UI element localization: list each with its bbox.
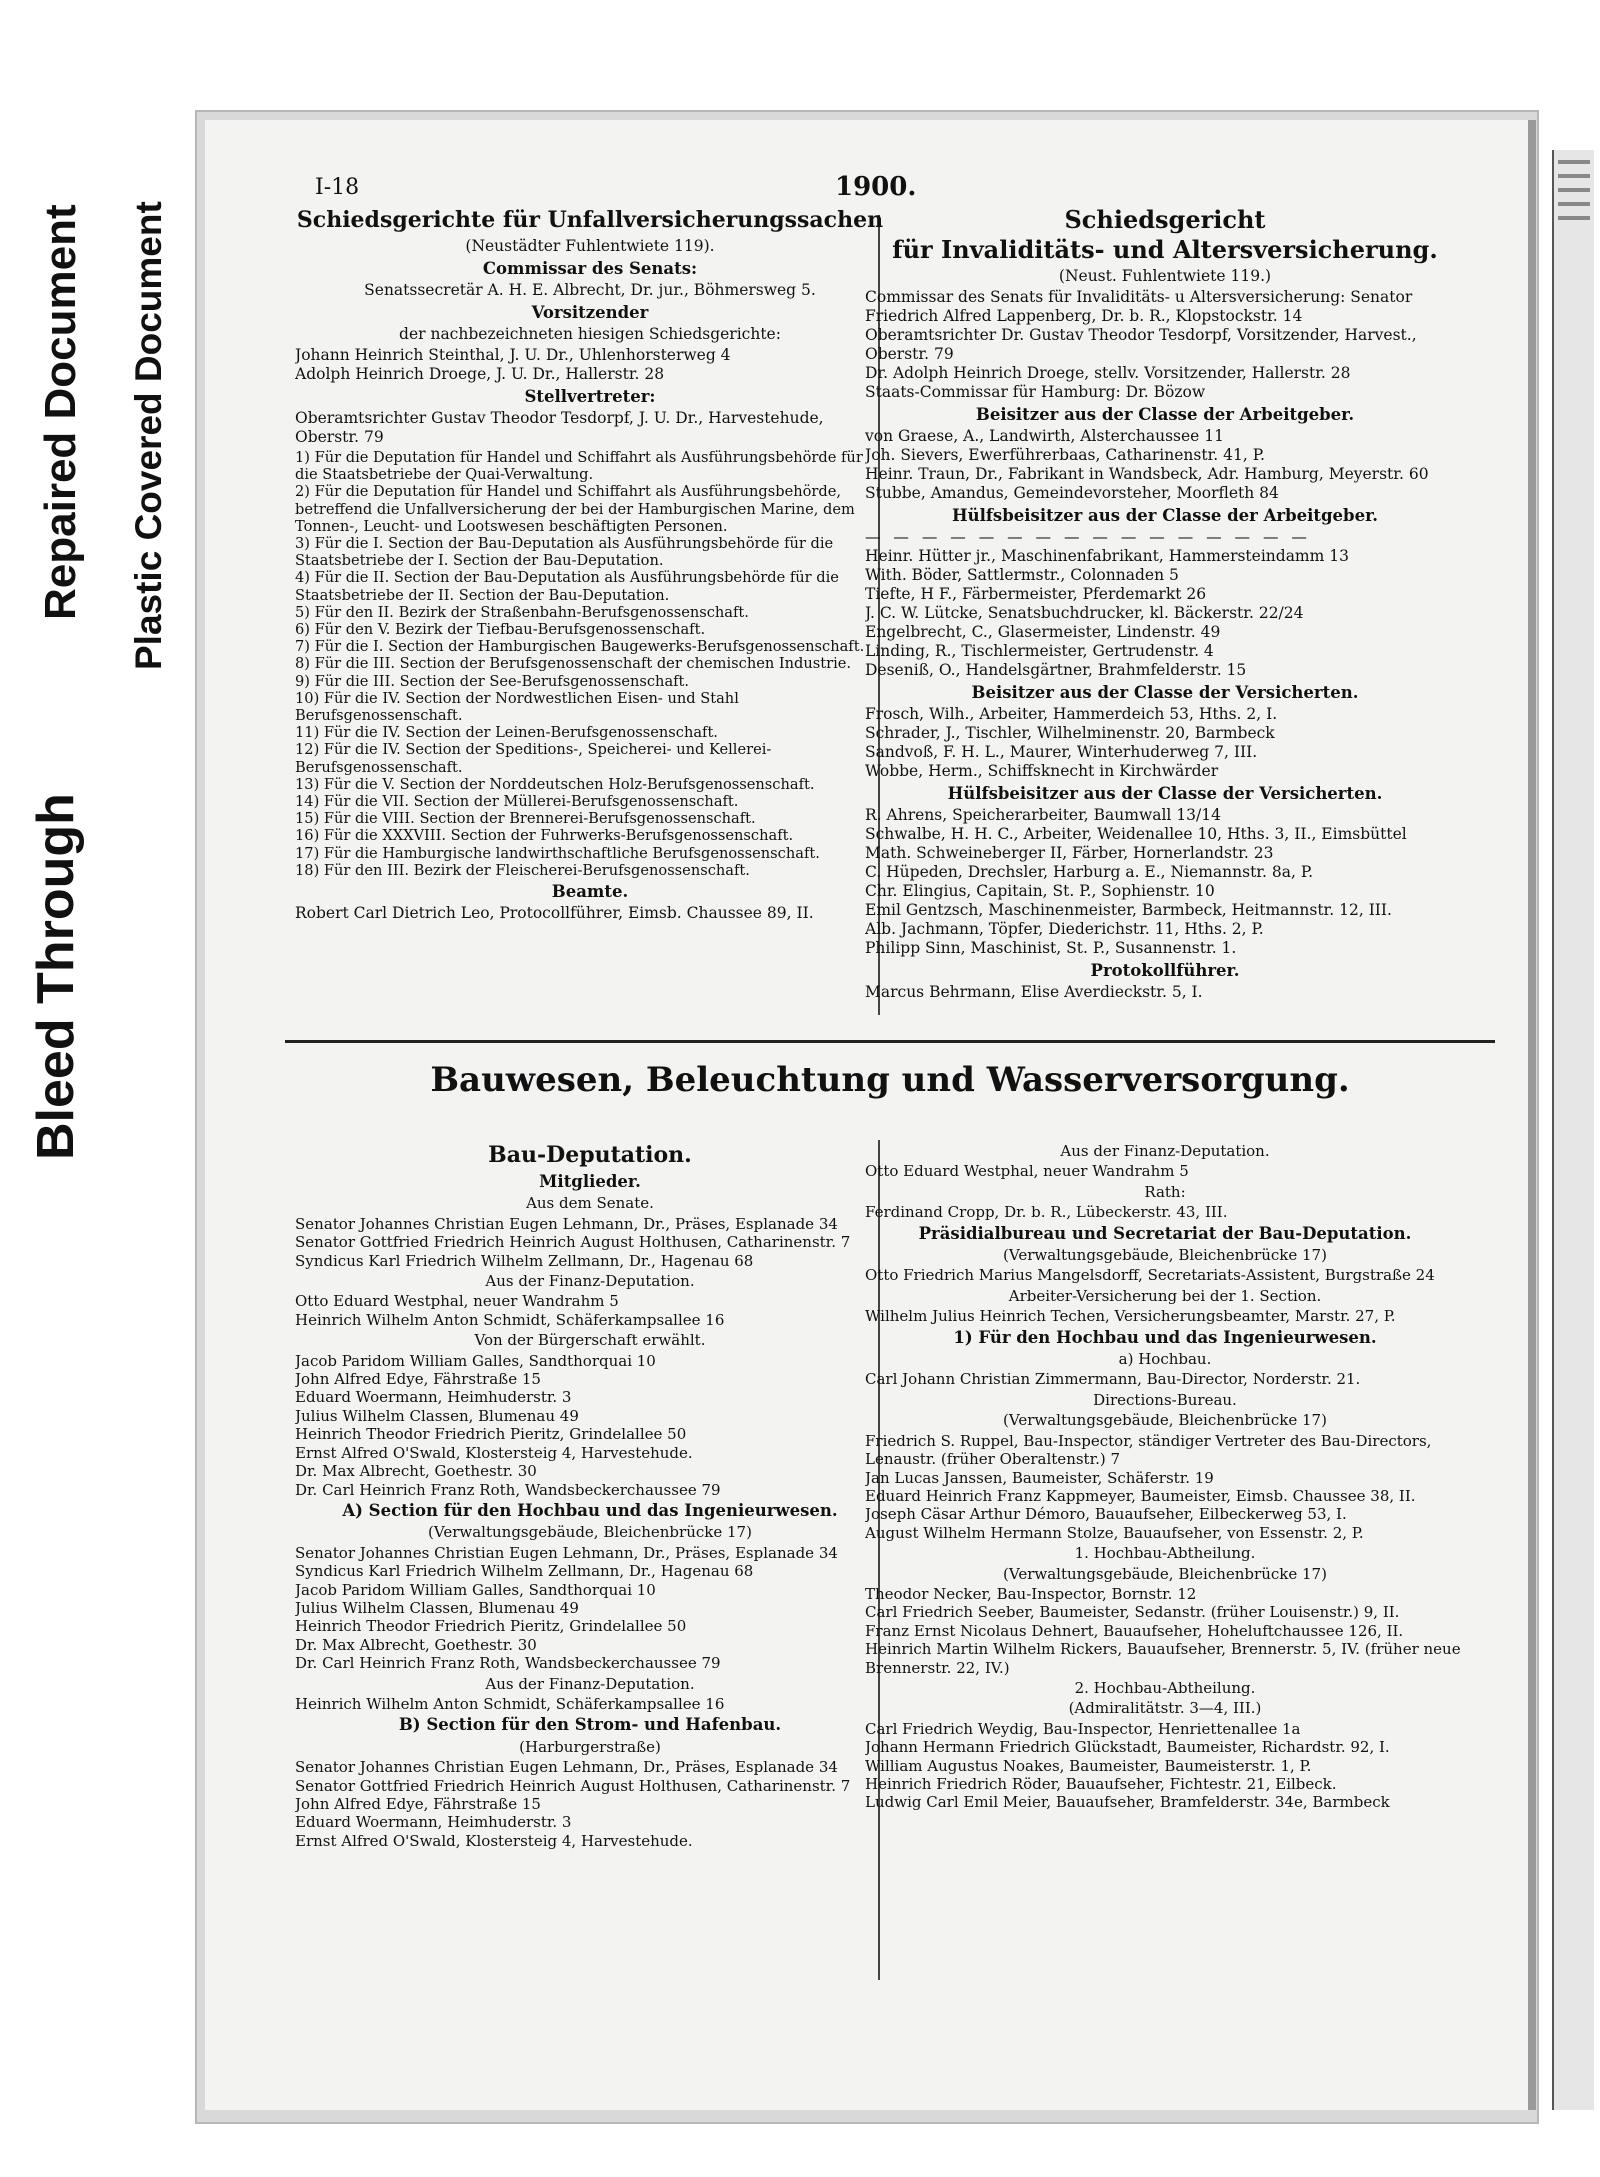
court-item: 6) Für den V. Bezirk der Tiefbau-Berufsgenossenschaft. <box>295 621 706 639</box>
court-item: 18) Für den III. Bezirk der Fleischerei-Berufsgenossenschaft. <box>295 861 750 879</box>
employer-aux-entry: J. C. W. Lütcke, Senatsbuchdrucker, kl. Bäckerstr. 22/24 <box>865 604 1304 622</box>
unfall-schiedsgerichte-section <box>295 205 885 923</box>
abteilung-1-address: (Verwaltungsgebäude, Bleichenbrücke 17) <box>1003 1564 1327 1583</box>
hochbau-heading: 1) Für den Hochbau und das Ingenieurwesen. <box>953 1327 1377 1347</box>
member-entry: Otto Eduard Westphal, neuer Wandrahm 5 <box>295 1292 619 1311</box>
staff-entry: Ludwig Carl Emil Meier, Bauaufseher, Bramfelderstr. 34e, Barmbeck <box>865 1793 1390 1812</box>
bau-deputation-section <box>295 1140 885 1850</box>
worker-insurance-heading: Arbeiter-Versicherung bei der 1. Section. <box>1008 1286 1322 1305</box>
member-entry: Senator Johannes Christian Eugen Lehmann, Dr., Präses, Esplanade 34 <box>295 1758 838 1777</box>
court-item: 3) Für die I. Section der Bau-Deputation als Ausführungsbehörde für die Staatsbetriebe der I. Section der Bau-Deputation. <box>295 535 834 570</box>
deputy-heading: Stellvertreter: <box>524 387 656 406</box>
staff-entry: Carl Friedrich Seeber, Baumeister, Sedanstr. (früher Louisenstr.) 9, II. <box>865 1603 1400 1622</box>
directions-bureau-heading: Directions-Bureau. <box>1093 1390 1237 1409</box>
staff-entry: Joseph Cäsar Arthur Démoro, Bauaufseher, Eilbeckerweg 53, I. <box>865 1505 1347 1524</box>
employer-entry: Heinr. Traun, Dr., Fabrikant in Wandsbeck, Adr. Hamburg, Meyerstr. 60 <box>865 465 1429 483</box>
employer-entry: von Graese, A., Landwirth, Alsterchaussee 11 <box>865 427 1225 445</box>
member-entry: Heinrich Wilhelm Anton Schmidt, Schäferkampsallee 16 <box>295 1694 725 1713</box>
court-item: 1) Für die Deputation für Handel und Schiffahrt als Ausführungsbehörde für die Staatsbetriebe der Quai-Verwaltung. <box>295 449 863 484</box>
member-entry: Julius Wilhelm Classen, Blumenau 49 <box>295 1406 579 1425</box>
member-entry: Senator Gottfried Friedrich Heinrich August Holthusen, Catharinenstr. 7 <box>295 1233 851 1252</box>
burgerschaft-heading: Von der Bürgerschaft erwählt. <box>474 1331 706 1350</box>
section-b-heading: B) Section für den Strom- und Hafenbau. <box>398 1715 782 1735</box>
entry: Staats-Commissar für Hamburg: Dr. Bözow <box>865 383 1206 401</box>
section-address: (Neustädter Fuhlentwiete 119). <box>465 237 715 255</box>
court-item: 12) Für die IV. Section der Speditions-, Speicherei- und Kellerei-Berufsgenossenschaft. <box>295 741 772 776</box>
insured-entry: Frosch, Wilh., Arbeiter, Hammerdeich 53, Hths. 2, I. <box>865 705 1278 723</box>
dash-separator: — — — — — — — — — — — — — — — — <box>865 528 1311 546</box>
adjacent-page-strip <box>1552 150 1594 2110</box>
abteilung-2-heading: 2. Hochbau-Abtheilung. <box>1074 1678 1256 1697</box>
senate-heading: Aus dem Senate. <box>526 1194 654 1213</box>
insured-aux-entry: Schwalbe, H. H. C., Arbeiter, Weidenallee 10, Hths. 3, II., Eimsbüttel <box>865 825 1407 843</box>
member-entry: Syndicus Karl Friedrich Wilhelm Zellmann, Dr., Hagenau 68 <box>295 1562 754 1581</box>
court-item: 2) Für die Deputation für Handel und Schiffahrt als Ausführungsbehörde, betreffend die Unfallversicherung der bei der Hamburgischen Marine, dem Tonnen-, Leucht- und Lootswesen beschäftigten Personen. <box>295 483 855 535</box>
section-a-address: (Verwaltungsgebäude, Bleichenbrücke 17) <box>428 1523 752 1542</box>
chair-entry: Adolph Heinrich Droege, J. U. Dr., Hallerstr. 28 <box>295 365 665 383</box>
deputy-entry: Oberamtsrichter Gustav Theodor Tesdorpf, J. U. Dr., Harvestehude, Oberstr. 79 <box>295 409 824 446</box>
abteilung-2-address: (Admiralitätstr. 3—4, III.) <box>1068 1699 1262 1718</box>
court-item: 11) Für die IV. Section der Leinen-Berufsgenossenschaft. <box>295 724 718 742</box>
margin-labels <box>0 0 190 2177</box>
staff-entry: Ferdinand Cropp, Dr. b. R., Lübeckerstr. 43, III. <box>865 1203 1228 1222</box>
section-title: Schiedsgerichte für Unfallversicherungssachen <box>296 207 884 233</box>
rath-heading: Rath: <box>1144 1182 1186 1201</box>
main-section-title: Bauwesen, Beleuchtung und Wasserversorgung. <box>430 1060 1350 1100</box>
section-b-address: (Harburgerstraße) <box>519 1737 661 1756</box>
invaliditaet-schiedsgericht-section <box>865 205 1465 1002</box>
employer-aux-entry: Deseniß, O., Handelsgärtner, Brahmfelderstr. 15 <box>865 661 1247 679</box>
commissar-heading: Commissar des Senats: <box>482 259 698 278</box>
staff-entry: William Augustus Noakes, Baumeister, Baumeisterstr. 1, P. <box>865 1756 1312 1775</box>
court-item: 4) Für die II. Section der Bau-Deputation als Ausführungsbehörde für die Staatsbetriebe der II. Section der Bau-Deputation. <box>295 569 839 604</box>
staff-entry: Heinrich Friedrich Röder, Bauaufseher, Fichtestr. 21, Eilbeck. <box>865 1775 1337 1793</box>
member-entry: Jacob Paridom William Galles, Sandthorquai 10 <box>295 1351 656 1370</box>
hochbau-subheading: a) Hochbau. <box>1118 1350 1212 1369</box>
section-address: (Neust. Fuhlentwiete 119.) <box>1058 267 1272 285</box>
member-entry: Senator Johannes Christian Eugen Lehmann, Dr., Präses, Esplanade 34 <box>295 1214 838 1233</box>
finance-heading: Aus der Finanz-Deputation. <box>485 1272 695 1291</box>
employer-aux-entry: Engelbrecht, C., Glasermeister, Lindenstr. 49 <box>865 623 1221 641</box>
staff-entry: Theodor Necker, Bau-Inspector, Bornstr. 12 <box>865 1584 1197 1603</box>
member-entry: Senator Gottfried Friedrich Heinrich August Holthusen, Catharinenstr. 7 <box>295 1776 851 1795</box>
member-entry: Jacob Paridom William Galles, Sandthorquai 10 <box>295 1580 656 1599</box>
employer-heading: Beisitzer aus der Classe der Arbeitgeber. <box>975 405 1355 424</box>
insured-aux-entry: R. Ahrens, Speicherarbeiter, Baumwall 13/14 <box>865 806 1221 824</box>
court-item: 16) Für die XXXVIII. Section der Fuhrwerks-Berufsgenossenschaft. <box>295 827 794 845</box>
page-year: 1900. <box>835 172 917 202</box>
directions-bureau-address: (Verwaltungsgebäude, Bleichenbrücke 17) <box>1003 1411 1327 1430</box>
staff-entry: Carl Johann Christian Zimmermann, Bau-Director, Norderstr. 21. <box>865 1370 1361 1389</box>
member-entry: Heinrich Wilhelm Anton Schmidt, Schäferkampsallee 16 <box>295 1310 725 1329</box>
employer-entry: Stubbe, Amandus, Gemeindevorsteher, Moorfleth 84 <box>865 484 1279 502</box>
section-title: Schiedsgericht <box>1064 205 1266 234</box>
section-a-heading: A) Section für den Hochbau und das Ingenieurwesen. <box>342 1500 838 1520</box>
document-page <box>205 120 1530 2110</box>
court-item: 7) Für die I. Section der Hamburgischen Baugewerks-Berufsgenossenschaft. <box>295 638 865 656</box>
plastic-covered-label: Plastic Covered Document <box>128 201 169 670</box>
member-entry: Syndicus Karl Friedrich Wilhelm Zellmann, Dr., Hagenau 68 <box>295 1251 754 1270</box>
insured-aux-heading: Hülfsbeisitzer aus der Classe der Versicherten. <box>947 784 1383 803</box>
court-item: 5) Für den II. Bezirk der Straßenbahn-Berufsgenossenschaft. <box>295 603 749 621</box>
staff-entry: Otto Eduard Westphal, neuer Wandrahm 5 <box>865 1162 1189 1181</box>
member-entry: Heinrich Theodor Friedrich Pieritz, Grindelallee 50 <box>295 1425 687 1444</box>
page-number: I-18 <box>315 175 360 200</box>
section-divider <box>285 1040 1495 1043</box>
insured-aux-entry: Math. Schweineberger II, Färber, Hornerlandstr. 23 <box>865 844 1274 862</box>
member-entry: Heinrich Theodor Friedrich Pieritz, Grindelallee 50 <box>295 1617 687 1636</box>
member-entry: Dr. Max Albrecht, Goethestr. 30 <box>295 1462 537 1481</box>
employer-aux-entry: Linding, R., Tischlermeister, Gertrudenstr. 4 <box>865 642 1214 660</box>
finance-heading: Aus der Finanz-Deputation. <box>1060 1142 1270 1160</box>
abteilung-1-heading: 1. Hochbau-Abtheilung. <box>1074 1544 1256 1563</box>
court-item: 8) Für die III. Section der Berufsgenossenschaft der chemischen Industrie. <box>295 655 852 673</box>
bureau-address: (Verwaltungsgebäude, Bleichenbrücke 17) <box>1003 1246 1327 1265</box>
court-item: 13) Für die V. Section der Norddeutschen Holz-Berufsgenossenschaft. <box>295 775 815 793</box>
court-item: 17) Für die Hamburgische landwirthschaftliche Berufsgenossenschaft. <box>295 844 820 862</box>
staff-entry: Heinrich Martin Wilhelm Rickers, Bauaufseher, Brennerstr. 5, IV. (früher neue Brennerstr. 22, IV.) <box>865 1640 1461 1677</box>
section-title: Bau-Deputation. <box>488 1142 692 1168</box>
staff-entry: Franz Ernst Nicolaus Dehnert, Bauaufseher, Hoheluftchaussee 126, II. <box>865 1621 1404 1640</box>
staff-entry: Jan Lucas Janssen, Baumeister, Schäferstr. 19 <box>865 1468 1214 1487</box>
staff-entry: August Wilhelm Hermann Stolze, Bauaufseher, von Essenstr. 2, P. <box>865 1523 1364 1542</box>
staff-entry: Otto Friedrich Marius Mangelsdorff, Secretariats-Assistent, Burgstraße 24 <box>865 1266 1435 1285</box>
official-heading: Beamte. <box>551 882 629 902</box>
bleed-through-label: Bleed Through <box>27 793 85 1160</box>
insured-aux-entry: C. Hüpeden, Drechsler, Harburg a. E., Niemannstr. 8a, P. <box>865 863 1314 881</box>
insured-aux-entry: Emil Gentzsch, Maschinenmeister, Barmbeck, Heitmannstr. 12, III. <box>865 901 1392 919</box>
insured-aux-entry: Alb. Jachmann, Töpfer, Diederichstr. 11, Hths. 2, P. <box>865 920 1264 938</box>
bureau-heading: Präsidialbureau und Secretariat der Bau-Deputation. <box>918 1223 1412 1243</box>
member-entry: Dr. Carl Heinrich Franz Roth, Wandsbeckerchaussee 79 <box>295 1654 721 1673</box>
section-a-finance-heading: Aus der Finanz-Deputation. <box>485 1674 695 1693</box>
insured-entry: Schrader, J., Tischler, Wilhelminenstr. 20, Barmbeck <box>865 724 1275 742</box>
employer-entry: Joh. Sievers, Ewerführerbaas, Catharinenstr. 41, P. <box>865 446 1265 464</box>
entry: Oberamtsrichter Dr. Gustav Theodor Tesdorpf, Vorsitzender, Harvest., Oberstr. 79 <box>865 326 1417 363</box>
chair-subheading: der nachbezeichneten hiesigen Schiedsgerichte: <box>399 325 781 343</box>
protocol-entry: Marcus Behrmann, Elise Averdieckstr. 5, I. <box>865 983 1203 1001</box>
court-item: 10) Für die IV. Section der Nordwestlichen Eisen- und Stahl Berufsgenossenschaft. <box>295 689 739 725</box>
chair-entry: Johann Heinrich Steinthal, J. U. Dr., Uhlenhorsterweg 4 <box>295 346 731 364</box>
insured-entry: Wobbe, Herm., Schiffsknecht in Kirchwärder <box>865 762 1219 780</box>
member-entry: Senator Johannes Christian Eugen Lehmann, Dr., Präses, Esplanade 34 <box>295 1543 838 1562</box>
staff-entry: Friedrich S. Ruppel, Bau-Inspector, ständiger Vertreter des Bau-Directors, Lenaustr. (früher Oberaltenstr.) 7 <box>865 1431 1432 1469</box>
insured-aux-entry: Chr. Elingius, Capitain, St. P., Sophienstr. 10 <box>865 882 1215 900</box>
insured-entry: Sandvoß, F. H. L., Maurer, Winterhuderweg 7, III. <box>865 743 1258 761</box>
employer-aux-heading: Hülfsbeisitzer aus der Classe der Arbeitgeber. <box>951 506 1379 525</box>
member-entry: Eduard Woermann, Heimhuderstr. 3 <box>295 1813 572 1832</box>
member-entry: Ernst Alfred O'Swald, Klostersteig 4, Harvestehude. <box>295 1443 693 1462</box>
protocol-heading: Protokollführer. <box>1090 961 1240 980</box>
court-item: 14) Für die VII. Section der Müllerei-Berufsgenossenschaft. <box>295 793 739 811</box>
chair-heading: Vorsitzender <box>531 303 649 322</box>
employer-aux-entry: Heinr. Hütter jr., Maschinenfabrikant, Hammersteindamm 13 <box>865 547 1349 565</box>
staff-entry: Eduard Heinrich Franz Kappmeyer, Baumeister, Eimsb. Chaussee 38, II. <box>865 1486 1416 1505</box>
staff-entry: Carl Friedrich Weydig, Bau-Inspector, Henriettenallee 1a <box>865 1719 1301 1738</box>
bau-deputation-staff-section <box>865 1140 1465 1812</box>
section-subtitle: für Invaliditäts- und Altersversicherung. <box>892 235 1438 264</box>
court-item: 9) Für die III. Section der See-Berufsgenossenschaft. <box>295 672 690 690</box>
employer-aux-entry: With. Böder, Sattlermstr., Colonnaden 5 <box>865 566 1179 584</box>
member-entry: Dr. Carl Heinrich Franz Roth, Wandsbeckerchaussee 79 <box>295 1480 721 1499</box>
entry: Commissar des Senats für Invaliditäts- u Altersversicherung: Senator Friedrich Alfred Lappenberg, Dr. b. R., Klopstockstr. 14 <box>865 288 1413 325</box>
staff-entry: Johann Hermann Friedrich Glückstadt, Baumeister, Richardstr. 92, I. <box>865 1738 1390 1757</box>
member-entry: Eduard Woermann, Heimhuderstr. 3 <box>295 1388 572 1407</box>
members-heading: Mitglieder. <box>539 1172 641 1191</box>
member-entry: Ernst Alfred O'Swald, Klostersteig 4, Harvestehude. <box>295 1831 693 1850</box>
staff-entry: Wilhelm Julius Heinrich Techen, Versicherungsbeamter, Marstr. 27, P. <box>865 1307 1396 1326</box>
insured-aux-entry: Philipp Sinn, Maschinist, St. P., Susannenstr. 1. <box>865 939 1237 957</box>
insured-heading: Beisitzer aus der Classe der Versicherten. <box>971 683 1359 702</box>
official-entry: Robert Carl Dietrich Leo, Protocollführer, Eimsb. Chaussee 89, II. <box>295 904 814 923</box>
member-entry: John Alfred Edye, Fährstraße 15 <box>295 1370 541 1389</box>
member-entry: Julius Wilhelm Classen, Blumenau 49 <box>295 1598 579 1617</box>
entry: Dr. Adolph Heinrich Droege, stellv. Vorsitzender, Hallerstr. 28 <box>865 364 1351 382</box>
member-entry: Dr. Max Albrecht, Goethestr. 30 <box>295 1635 537 1654</box>
page-edge <box>1528 120 1536 2110</box>
member-entry: John Alfred Edye, Fährstraße 15 <box>295 1795 541 1813</box>
employer-aux-entry: Tiefte, H F., Färbermeister, Pferdemarkt 26 <box>865 585 1207 603</box>
commissar-entry: Senatssecretär A. H. E. Albrecht, Dr. jur., Böhmersweg 5. <box>364 281 816 299</box>
repaired-document-label: Repaired Document <box>36 204 85 620</box>
court-item: 15) Für die VIII. Section der Brennerei-Berufsgenossenschaft. <box>295 810 756 828</box>
